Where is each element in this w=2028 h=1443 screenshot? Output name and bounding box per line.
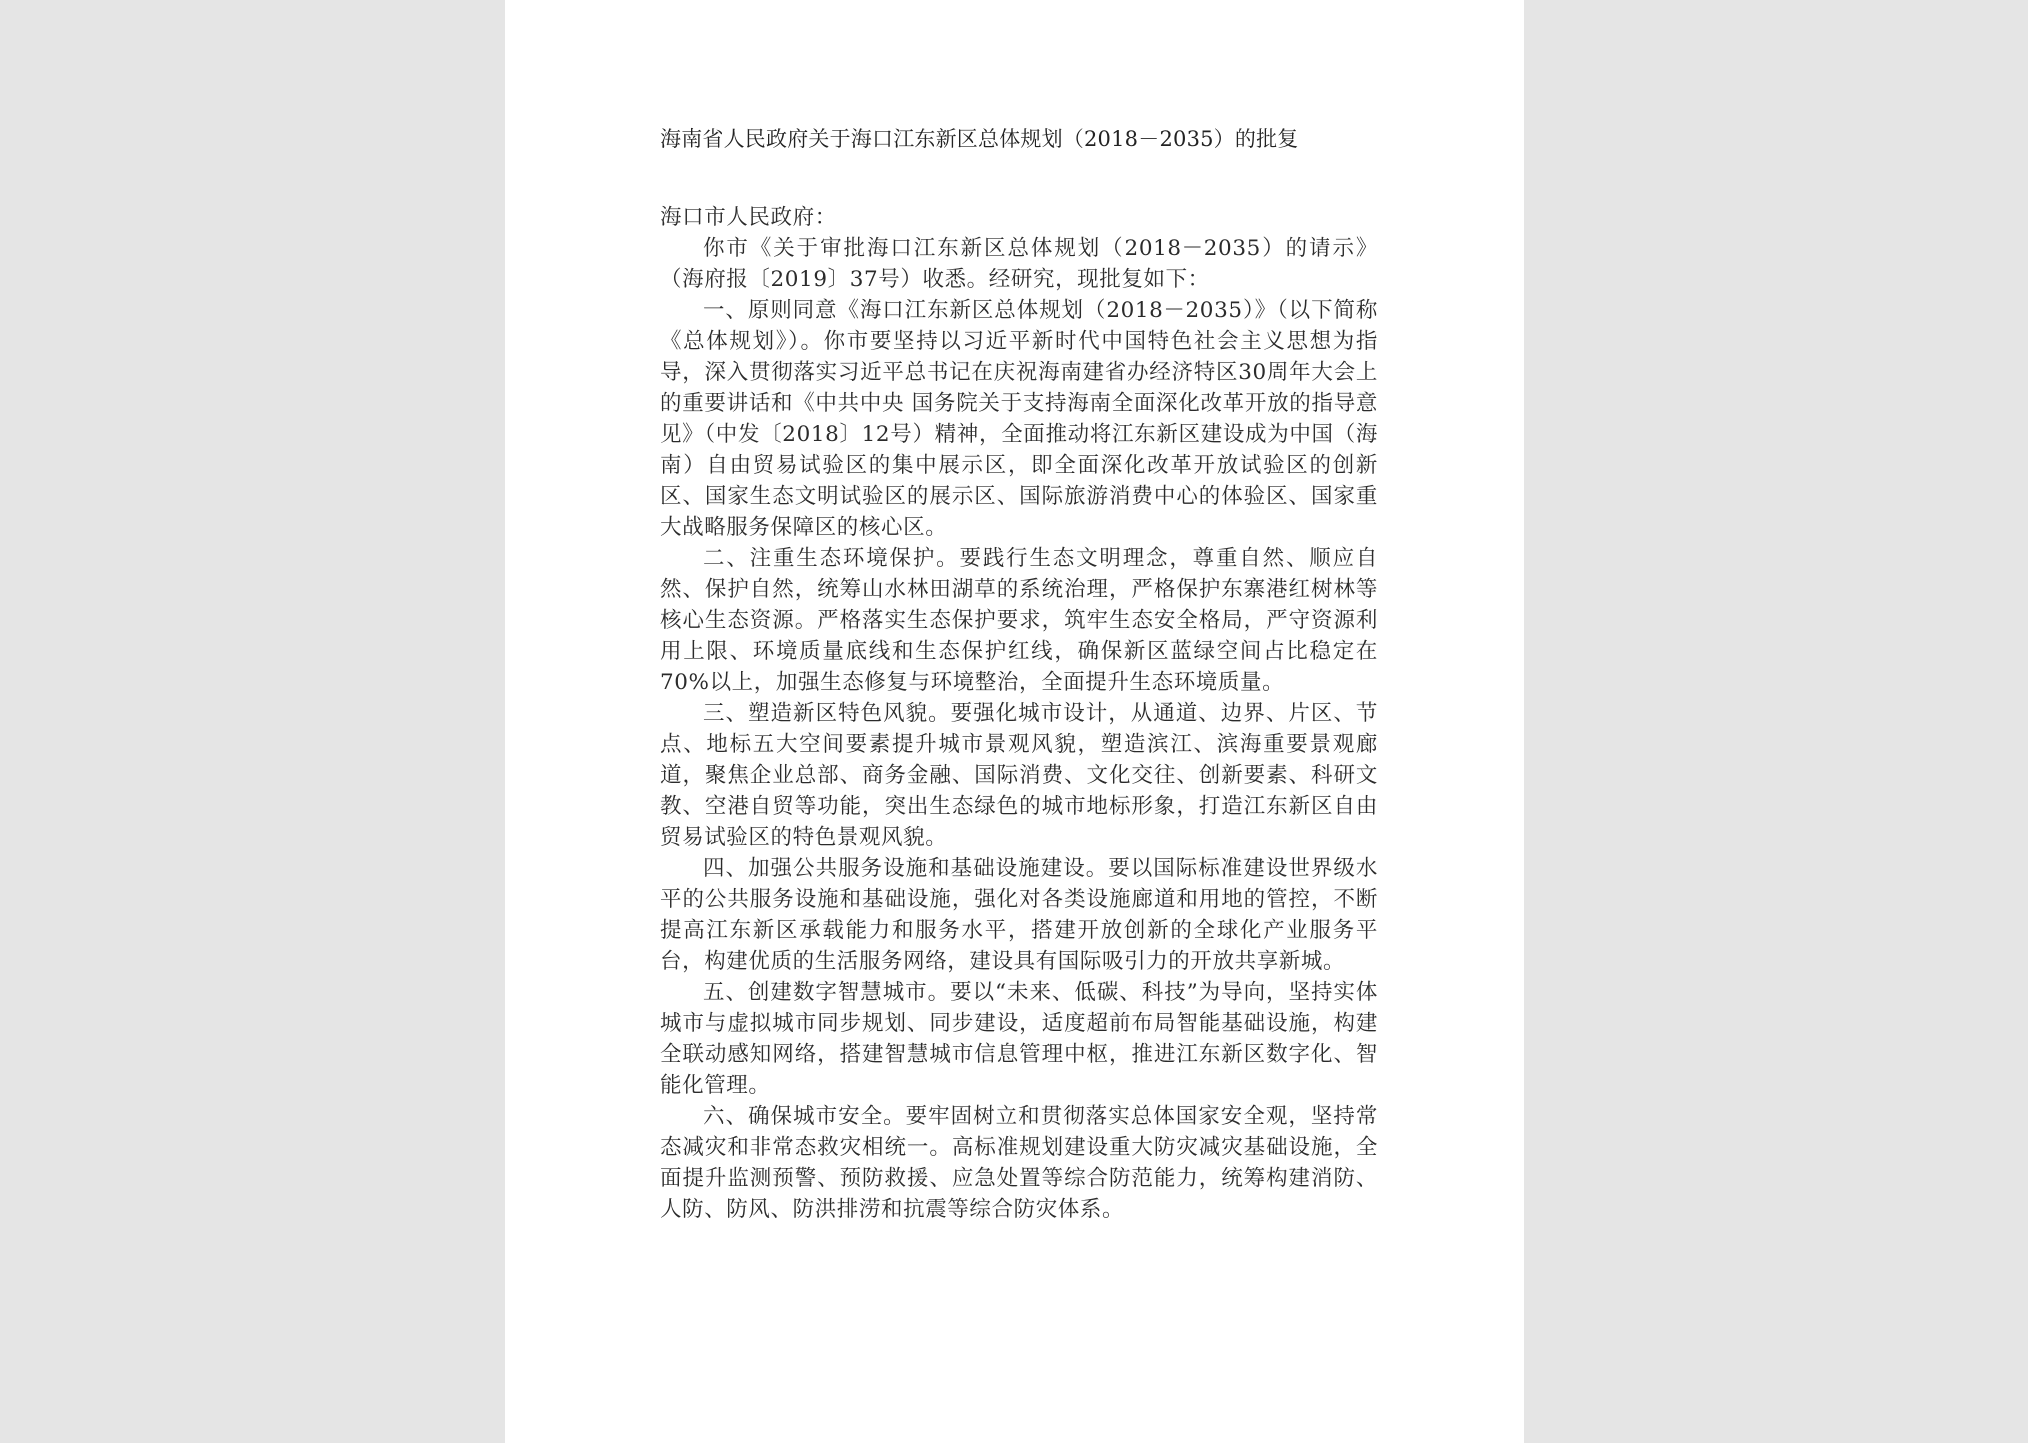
paragraph-4: 四、加强公共服务设施和基础设施建设。要以国际标准建设世界级水平的公共服务设施和基础设施，强化对各类设施廊道和用地的管控，不断提高江东新区承载能力和服务水平，搭建开放创新的全球化产业服务平台，构建优质的生活服务网络，建设具有国际吸引力的开放共享新城。: [660, 856, 1378, 974]
addressee: 海口市人民政府：: [660, 205, 837, 230]
paragraph-1: 一、原则同意《海口江东新区总体规划（2018－2035）》（以下简称《总体规划》）。你市要坚持以习近平新时代中国特色社会主义思想为指导，深入贯彻落实习近平总书记在庆祝海南建省办经济特区30周年大会上的重要讲话和《中共中央 国务院关于支持海南全面深化改革开放的指导意见》（中发〔2018〕12号）精神，全面推动将江东新区建设成为中国（海南）自由贸易试验区的集中展示区，即全面深化改革开放试验区的创新区、国家生态文明试验区的展示区、国际旅游消费中心的体验区、国家重大战略服务保障区的核心区。: [660, 298, 1378, 540]
document-title: 海南省人民政府关于海口江东新区总体规划（2018－2035）的批复: [660, 127, 1299, 151]
paragraph-6: 六、确保城市安全。要牢固树立和贯彻落实总体国家安全观，坚持常态减灾和非常态救灾相统一。高标准规划建设重大防灾减灾基础设施，全面提升监测预警、预防救援、应急处置等综合防范能力，统筹构建消防、人防、防风、防洪排涝和抗震等综合防灾体系。: [660, 1104, 1378, 1222]
paragraph-3: 三、塑造新区特色风貌。要强化城市设计，从通道、边界、片区、节点、地标五大空间要素提升城市景观风貌，塑造滨江、滨海重要景观廊道，聚焦企业总部、商务金融、国际消费、文化交往、创新要素、科研文教、空港自贸等功能，突出生态绿色的城市地标形象，打造江东新区自由贸易试验区的特色景观风貌。: [660, 701, 1378, 850]
paragraph-intro: 你市《关于审批海口江东新区总体规划（2018－2035）的请示》（海府报〔2019〕37号）收悉。经研究，现批复如下：: [660, 236, 1378, 292]
document-page: [505, 0, 1524, 1443]
document-body: [660, 118, 1378, 1225]
paragraph-5: 五、创建数字智慧城市。要以“未来、低碳、科技”为导向，坚持实体城市与虚拟城市同步规划、同步建设，适度超前布局智能基础设施，构建全联动感知网络，搭建智慧城市信息管理中枢，推进江东新区数字化、智能化管理。: [660, 980, 1378, 1098]
paragraph-2: 二、注重生态环境保护。要践行生态文明理念，尊重自然、顺应自然、保护自然，统筹山水林田湖草的系统治理，严格保护东寨港红树林等核心生态资源。严格落实生态保护要求，筑牢生态安全格局，严守资源利用上限、环境质量底线和生态保护红线，确保新区蓝绿空间占比稳定在70%以上，加强生态修复与环境整治，全面提升生态环境质量。: [660, 546, 1378, 695]
